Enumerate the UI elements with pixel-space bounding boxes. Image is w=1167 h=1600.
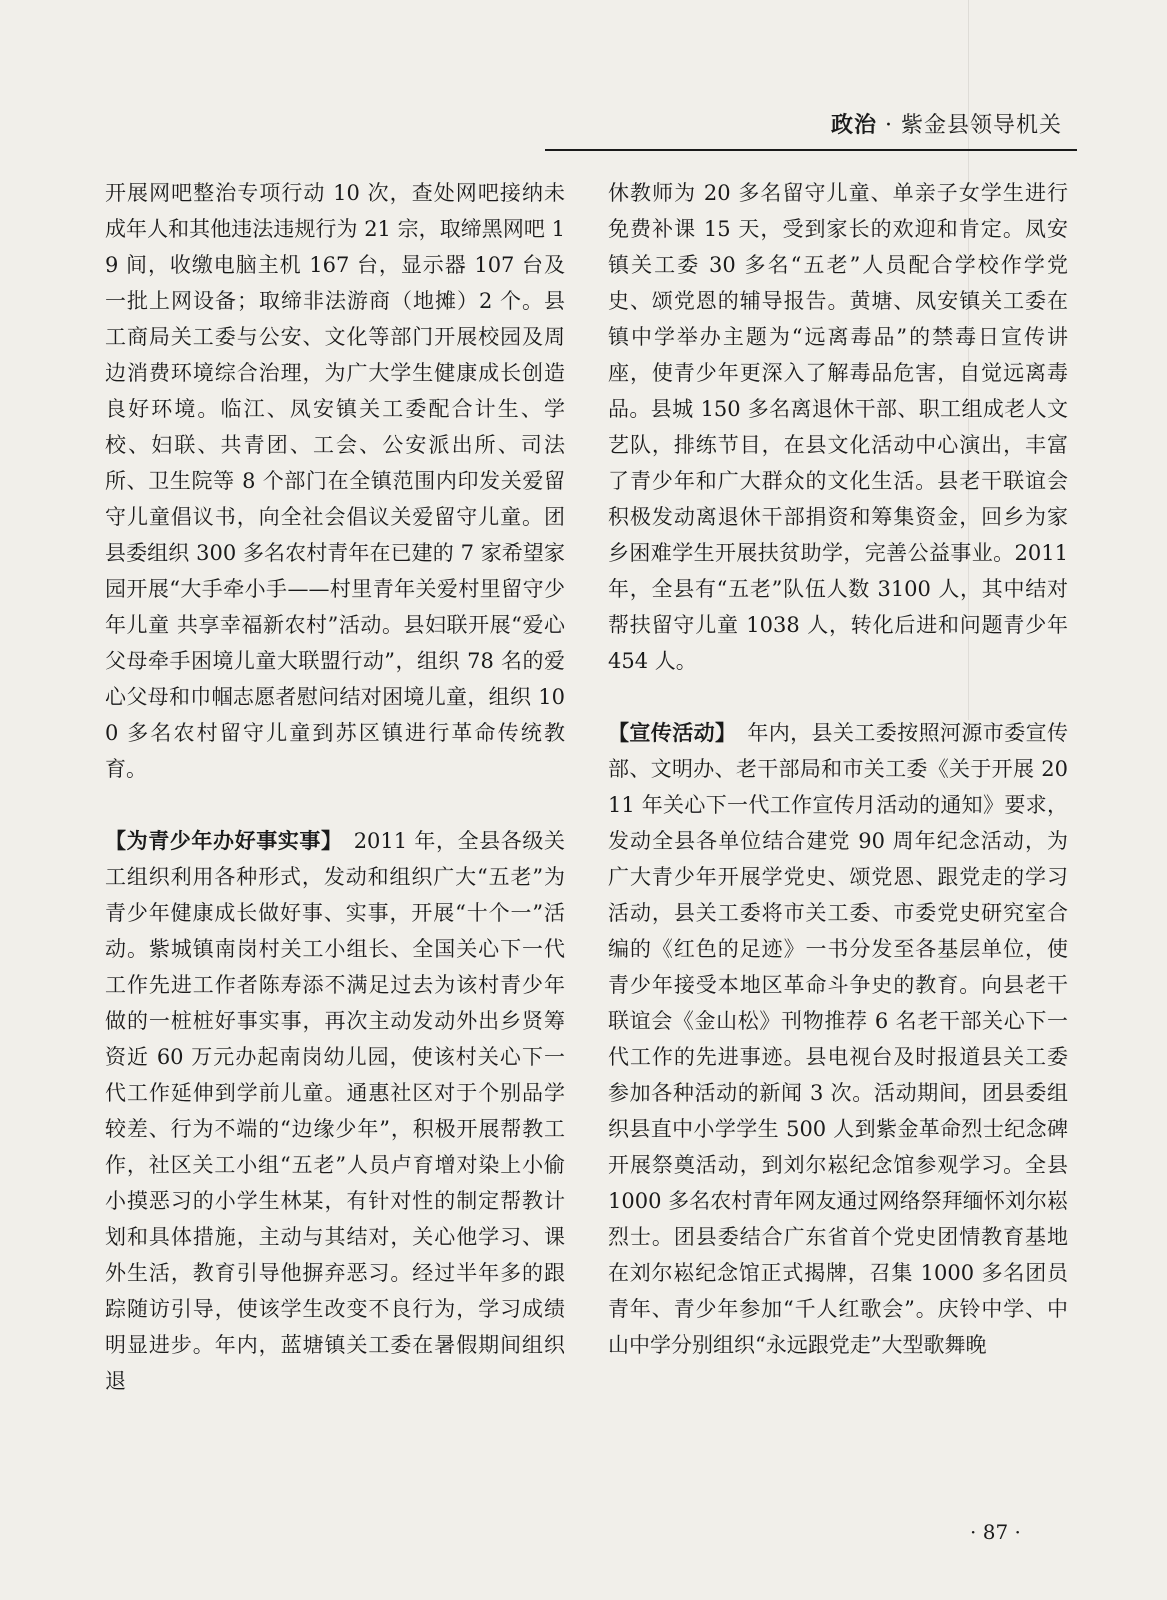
section-heading-publicity: 【宣传活动】 [608, 721, 726, 745]
left-paragraph-2 [105, 823, 565, 1399]
right-paragraph-2 [608, 715, 1068, 1363]
section-heading-good-deeds: 【为青少年办好事实事】 [105, 829, 333, 853]
right-paragraph-1: 休教师为 20 多名留守儿童、单亲子女学生进行免费补课 15 天，受到家长的欢迎和肯定。凤安镇关工委 30 多名“五老”人员配合学校作学党史、颂党恩的辅导报告。黄塘、凤安镇关工委在镇中学举办主题为“远离毒品”的禁毒日宣传讲座，使青少年更深入了解毒品危害，自觉远离毒品。县城 150 多名离退休干部、职工组成老人文艺队，排练节目，在县文化活动中心演出，丰富了青少年和广大群众的文化生活。县老干联谊会积极发动离退休干部捐资和筹集资金，回乡为家乡困难学生开展扶贫助学，完善公益事业。2011 年，全县有“五老”队伍人数 3100 人，其中结对帮扶留守儿童 1038 人，转化后进和问题青少年 454 人。 [608, 181, 1068, 673]
left-paragraph-2-body: 2011 年，全县各级关工组织利用各种形式，发动和组织广大“五老”为青少年健康成长做好事、实事，开展“十个一”活动。紫城镇南岗村关工小组长、全国关心下一代工作先进工作者陈寿添不满足过去为该村青少年做的一桩桩好事实事，再次主动发动外出乡贤筹资近 60 万元办起南岗幼儿园，使该村关心下一代工作延伸到学前儿童。通惠社区对于个别品学较差、行为不端的“边缘少年”，积极开展帮教工作，社区关工小组“五老”人员卢育增对染上小偷小摸恶习的小学生林某，有针对性的制定帮教计划和具体措施，主动与其结对，关心他学习、课外生活，教育引导他摒弃恶习。经过半年多的跟踪随访引导，使该学生改变不良行为，学习成绩明显进步。年内，蓝塘镇关工委在暑假期间组织退 [105, 829, 566, 1393]
header-section: 政治 [830, 113, 877, 138]
left-paragraph-1: 开展网吧整治专项行动 10 次，查处网吧接纳未成年人和其他违法违规行为 21 宗，取缔黑网吧 19 间，收缴电脑主机 167 台，显示器 107 台及一批上网设备；取缔非法游商（地摊）2 个。县工商局关工委与公安、文化等部门开展校园及周边消费环境综合治理，为广大学生健康成长创造良好环境。临江、凤安镇关工委配合计生、学校、妇联、共青团、工会、公安派出所、司法所、卫生院等 8 个部门在全镇范围内印发关爱留守儿童倡议书，向全社会倡议关爱留守儿童。团县委组织 300 多名农村青年在已建的 7 家希望家园开展“大手牵小手——村里青年关爱村里留守少年儿童 共享幸福新农村”活动。县妇联开展“爱心父母牵手困境儿童大联盟行动”，组织 78 名的爱心父母和巾帼志愿者慰问结对困境儿童，组织 100 多名农村留守儿童到苏区镇进行革命传统教育。 [105, 181, 565, 781]
right-column [608, 175, 1068, 1363]
right-paragraph-2-body: 年内，县关工委按照河源市委宣传部、文明办、老干部局和市关工委《关于开展 2011 年关心下一代工作宣传月活动的通知》要求，发动全县各单位结合建党 90 周年纪念活动，为广大青少年开展学党史、颂党恩、跟党走的学习活动，县关工委将市关工委、市委党史研究室合编的《红色的足迹》一书分发至各基层单位，使青少年接受本地区革命斗争史的教育。向县老干联谊会《金山松》刊物推荐 6 名老干部关心下一代工作的先进事迹。县电视台及时报道县关工委参加各种活动的新闻 3 次。活动期间，团县委组织县直中小学学生 500 人到紫金革命烈士纪念碑开展祭奠活动，到刘尔崧纪念馆参观学习。全县 1000 多名农村青年网友通过网络祭拜缅怀刘尔崧烈士。团县委结合广东省首个党史团情教育基地在刘尔崧纪念馆正式揭牌，召集 1000 多名团员青年、青少年参加“千人红歌会”。庆铃中学、中山中学分别组织“永远跟党走”大型歌舞晚 [608, 721, 1069, 1357]
header-rule [545, 149, 1077, 151]
page-number: · 87 · [970, 1520, 1021, 1544]
running-header [831, 108, 1062, 139]
left-column [105, 175, 565, 1399]
header-subsection: 紫金县领导机关 [900, 113, 1062, 138]
header-separator: · [884, 113, 893, 138]
